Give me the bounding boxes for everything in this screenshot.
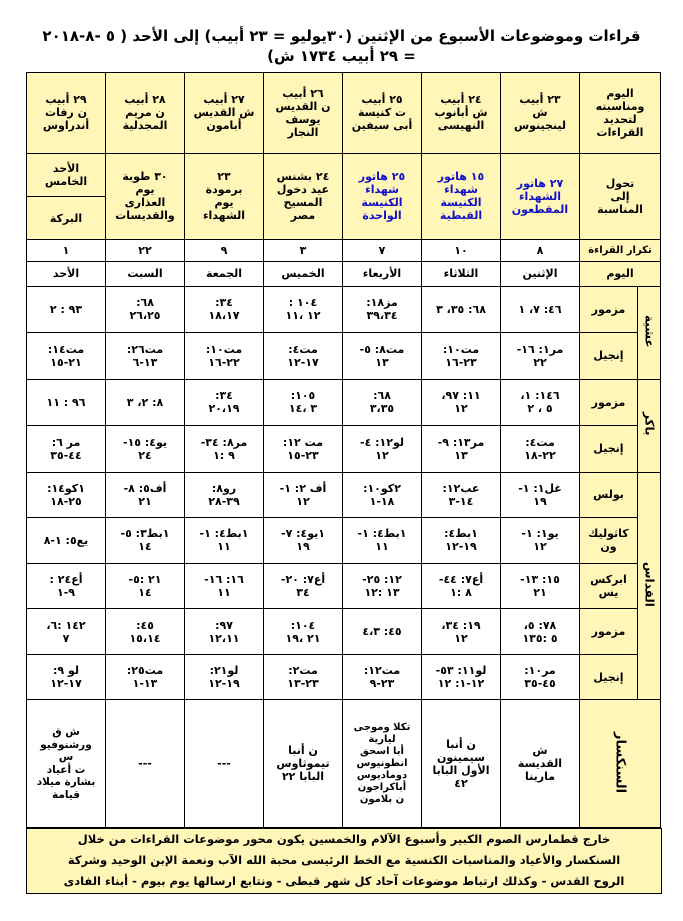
synaxarium-cell: ش ق ورشنوفيو س ت أعياد بشارة ميلاد قيامة xyxy=(27,700,106,828)
reading-cell: ٣٤: ٢٠،١٩ xyxy=(185,379,264,426)
reading-cell: مت١٤: ٢١-١٥ xyxy=(27,333,106,380)
reading-cell: ١بط٤: ١- ١١ xyxy=(343,518,422,564)
reading-cell: مز١٨: ٣٩،٣٤ xyxy=(343,286,422,333)
day-label: اليوم xyxy=(580,262,661,286)
reading-cell: مر١٣: ٩- ١٣ xyxy=(422,426,501,473)
day-copt-fri: ٢٧ أبيب ش القديس أبامون xyxy=(185,73,264,154)
reading-cell: ١٦: ١٦- ١١ xyxy=(185,563,264,609)
repeat-wed: ٧ xyxy=(343,239,422,261)
reading-cell: ١٢: ٢٥- ١٣ :١٢ xyxy=(343,563,422,609)
repeat-fri: ٩ xyxy=(185,239,264,261)
reading-cell: ١٠٤ : ١٢ ،١١ xyxy=(264,286,343,333)
synaxarium-cell: تكلا وموجى ليارية أبا اسحق انطونيوس دوماديوس أباكراجون ن بلامون xyxy=(343,700,422,828)
reading-cell: ١يو٤: ٧- ١٩ xyxy=(264,518,343,564)
reading-cell: ٦٨: ٣،٣٥ xyxy=(343,379,422,426)
reading-cell: ١بط٣: ٥- ١٤ xyxy=(106,518,185,564)
day-copt-thu: ٢٦ أبيب ن القديس يوسف النجار xyxy=(264,73,343,154)
reading-cell: ١بط٤: ١- ١١ xyxy=(185,518,264,564)
reading-cell: مر١٠: ٤٥-٣٥ xyxy=(501,654,580,700)
dayname-fri: الجمعة xyxy=(185,262,264,286)
reading-cell: مر١: ١٦- ٢٢ xyxy=(501,333,580,380)
occasion-sun-extra: البركة xyxy=(27,197,106,240)
reading-cell: أع٧: ٢٠- ٣٤ xyxy=(264,563,343,609)
group-liturgy xyxy=(638,472,661,700)
row-label: مزمور xyxy=(580,379,638,426)
reading-cell: مت١٠: ٢٢-١٦ xyxy=(185,333,264,380)
reading-cell: ١بط٤: ١٩-١٢ xyxy=(422,518,501,564)
repeat-mon: ٨ xyxy=(501,239,580,261)
title-line-2: = ٢٩ أبيب ١٧٣٤ ش) xyxy=(267,47,416,65)
reading-cell: ٨: ٢، ٣ xyxy=(106,379,185,426)
footer-note xyxy=(26,828,662,894)
reading-cell: ٢كو١٠: ١٨-١ xyxy=(343,472,422,518)
reading-cell: ٧٨: ٥، ٥ :١٣٥ xyxy=(501,609,580,655)
group-morning xyxy=(638,379,661,472)
occasion-wed: ٢٥ هاتور شهداء الكنيسة الواحدة xyxy=(343,153,422,239)
occasion-sat: ٣٠ طوبة يوم العذارى والقديسات xyxy=(106,153,185,239)
synaxarium-cell: --- xyxy=(106,700,185,828)
row-label: إنجيل xyxy=(580,333,638,380)
reading-cell: ٩٧: ١٢،١١ xyxy=(185,609,264,655)
reading-cell: أع٢٤ : ٩-١ xyxy=(27,563,106,609)
reading-cell: ٦٨: ٣٥، ٣ xyxy=(422,286,501,333)
synaxarium-label-cell xyxy=(580,700,661,828)
footer-line-1: خارج قطمارس الصوم الكبير وأسبوع الآلام والخمسين يكون محور موضوعات القراءات من خلال xyxy=(77,832,611,846)
group-evening xyxy=(638,286,661,379)
reading-cell: ١٥: ١٣- ٢١ xyxy=(501,563,580,609)
synaxarium-cell: ن أنبا سيمينون الأول البابا ٤٢ xyxy=(422,700,501,828)
occasion-mon: ٢٧ هاتور الشهداء المقطعون xyxy=(501,153,580,239)
synaxarium-cell: ش القديسة مارينا xyxy=(501,700,580,828)
row-label: إنجيل xyxy=(580,426,638,473)
reading-cell: ٤٥: ١٥،١٤ xyxy=(106,609,185,655)
occasion-sun: الأحد الخامس xyxy=(27,153,106,197)
reading-cell: مت٤: ١٧-١٢ xyxy=(264,333,343,380)
reading-cell: ١كو١٤: ٢٥-١٨ xyxy=(27,472,106,518)
reading-cell: لو٢١: ١٩-١٢ xyxy=(185,654,264,700)
reading-cell: ٣٤: ١٨،١٧ xyxy=(185,286,264,333)
row-label: كاثوليك ون xyxy=(580,518,638,564)
reading-cell: مت٨: ٥- ١٣ xyxy=(343,333,422,380)
occasion-tue: ١٥ هاتور شهداء الكنيسة القبطية xyxy=(422,153,501,239)
group-liturgy-label: القداس xyxy=(642,562,657,607)
reading-cell: مت٤: ٢٢-١٨ xyxy=(501,426,580,473)
reading-cell: مت٢٦: ١٣-٦ xyxy=(106,333,185,380)
footer-line-3: الروح القدس - وكذلك ارتباط موضوعات آحاد كل شهر قبطى - ونتابع ارسالها يوم بيوم - أبناء الفادى xyxy=(63,874,625,888)
reading-cell: ١٠٤: ٢١ ،١٩ xyxy=(264,609,343,655)
dayname-sun: الأحد xyxy=(27,262,106,286)
reading-cell: لو١١: ٥٣- ١٢-١: ١٢ xyxy=(422,654,501,700)
occasion-label: تحول إلى المناسبة xyxy=(580,153,661,239)
reading-cell: مت٢: ٢٣-١٣ xyxy=(264,654,343,700)
reading-cell: يع٥: ١-٨ xyxy=(27,518,106,564)
readings-table xyxy=(26,72,661,828)
dayname-mon: الإثنين xyxy=(501,262,580,286)
day-copt-sun: ٢٩ أبيب ن رفات أندراوس xyxy=(27,73,106,154)
synaxarium-cell: ن أنبا تيموثاوس البابا ٢٢ xyxy=(264,700,343,828)
reading-cell: ١٤٢ :٦، ٧ xyxy=(27,609,106,655)
synaxarium-label: السنكسار xyxy=(612,731,628,793)
reading-cell: ٩٣ : ٢ xyxy=(27,286,106,333)
reading-cell: مر٨: ٣٤- ٩ :١ xyxy=(185,426,264,473)
reading-cell: أع٧: ٤٤- ٨ :١ xyxy=(422,563,501,609)
row-label: إنجيل xyxy=(580,654,638,700)
day-copt-tue: ٢٤ أبيب ش أبانوب النهيسى xyxy=(422,73,501,154)
reading-cell: لو ٩: ١٧-١٢ xyxy=(27,654,106,700)
day-copt-wed: ٢٥ أبيب ت كنيسة أبى سيفين xyxy=(343,73,422,154)
reading-cell: يو١: ١- ١٢ xyxy=(501,518,580,564)
reading-cell: ٢١ :٥- ١٤ xyxy=(106,563,185,609)
row-label: ابركس يس xyxy=(580,563,638,609)
reading-cell: ٩٦ : ١١ xyxy=(27,379,106,426)
footer-line-2: السنكسار والأعياد والمناسبات الكنسية مع الخط الرئيسى محبة الله الآب ونعمة الإبن الوحيد وشركة xyxy=(67,853,621,867)
occasion-fri: ٢٣ برمودة يوم الشهداء xyxy=(185,153,264,239)
reading-cell: عب١٢: ١٤-٣ xyxy=(422,472,501,518)
reading-cell: يو٤: ١٥- ٢٤ xyxy=(106,426,185,473)
reading-cell: ١٤٦: ١، ٥ ، ٢ xyxy=(501,379,580,426)
group-morning-label: باكر xyxy=(642,412,657,436)
occasion-thu: ٢٤ بشنس عيد دخول المسيح مصر xyxy=(264,153,343,239)
reading-cell: مت ١٢: ٢٣-١٥ xyxy=(264,426,343,473)
reading-cell: ٦٨: ٢٦،٢٥ xyxy=(106,286,185,333)
reading-cell: ١٠٥: ٣ ،١٤ xyxy=(264,379,343,426)
dayname-thu: الخميس xyxy=(264,262,343,286)
reading-cell: ٤٦: ٧، ١ xyxy=(501,286,580,333)
header-corner: اليوم ومناسبته لتحديد القراءات xyxy=(580,73,661,154)
reading-cell: أف ٢: ١- ١٢ xyxy=(264,472,343,518)
repeat-thu: ٣ xyxy=(264,239,343,261)
reading-cell: غل١: ١- ١٩ xyxy=(501,472,580,518)
row-label: بولس xyxy=(580,472,638,518)
group-evening-label: عشية xyxy=(642,314,657,348)
reading-cell: ٤٥: ٤،٣ xyxy=(343,609,422,655)
reading-cell: رو٨: ٣٩-٢٨ xyxy=(185,472,264,518)
reading-cell: ١١: ٩٧، ١٢ xyxy=(422,379,501,426)
synaxarium-cell: --- xyxy=(185,700,264,828)
dayname-sat: السبت xyxy=(106,262,185,286)
repeat-label: تكرار القراءة xyxy=(580,239,661,261)
reading-cell: مت٢٥: ١٣-١ xyxy=(106,654,185,700)
row-label: مزمور xyxy=(580,609,638,655)
row-label: مزمور xyxy=(580,286,638,333)
reading-cell: مر ٦: ٤٤-٣٥ xyxy=(27,426,106,473)
day-copt-mon: ٢٣ أبيب ش لينجينوس xyxy=(501,73,580,154)
repeat-tue: ١٠ xyxy=(422,239,501,261)
dayname-tue: الثلاثاء xyxy=(422,262,501,286)
dayname-wed: الأربعاء xyxy=(343,262,422,286)
repeat-sun: ١ xyxy=(27,239,106,261)
repeat-sat: ٢٢ xyxy=(106,239,185,261)
reading-cell: مت١٠: ٢٣-١٦ xyxy=(422,333,501,380)
reading-cell: ١٩: ٣٤، ١٢ xyxy=(422,609,501,655)
reading-cell: أف٥: ٨- ٢١ xyxy=(106,472,185,518)
day-copt-sat: ٢٨ أبيب ن مريم المجدلية xyxy=(106,73,185,154)
reading-cell: لو١٢: ٤- ١٢ xyxy=(343,426,422,473)
reading-cell: مت١٢: ٢٣-٩ xyxy=(343,654,422,700)
title-line-1: قراءات وموضوعات الأسبوع من الإثنين (٣٠يوليو = ٢٣ أبيب) إلى الأحد ( ٥ -٨-٢٠١٨ xyxy=(42,27,641,45)
